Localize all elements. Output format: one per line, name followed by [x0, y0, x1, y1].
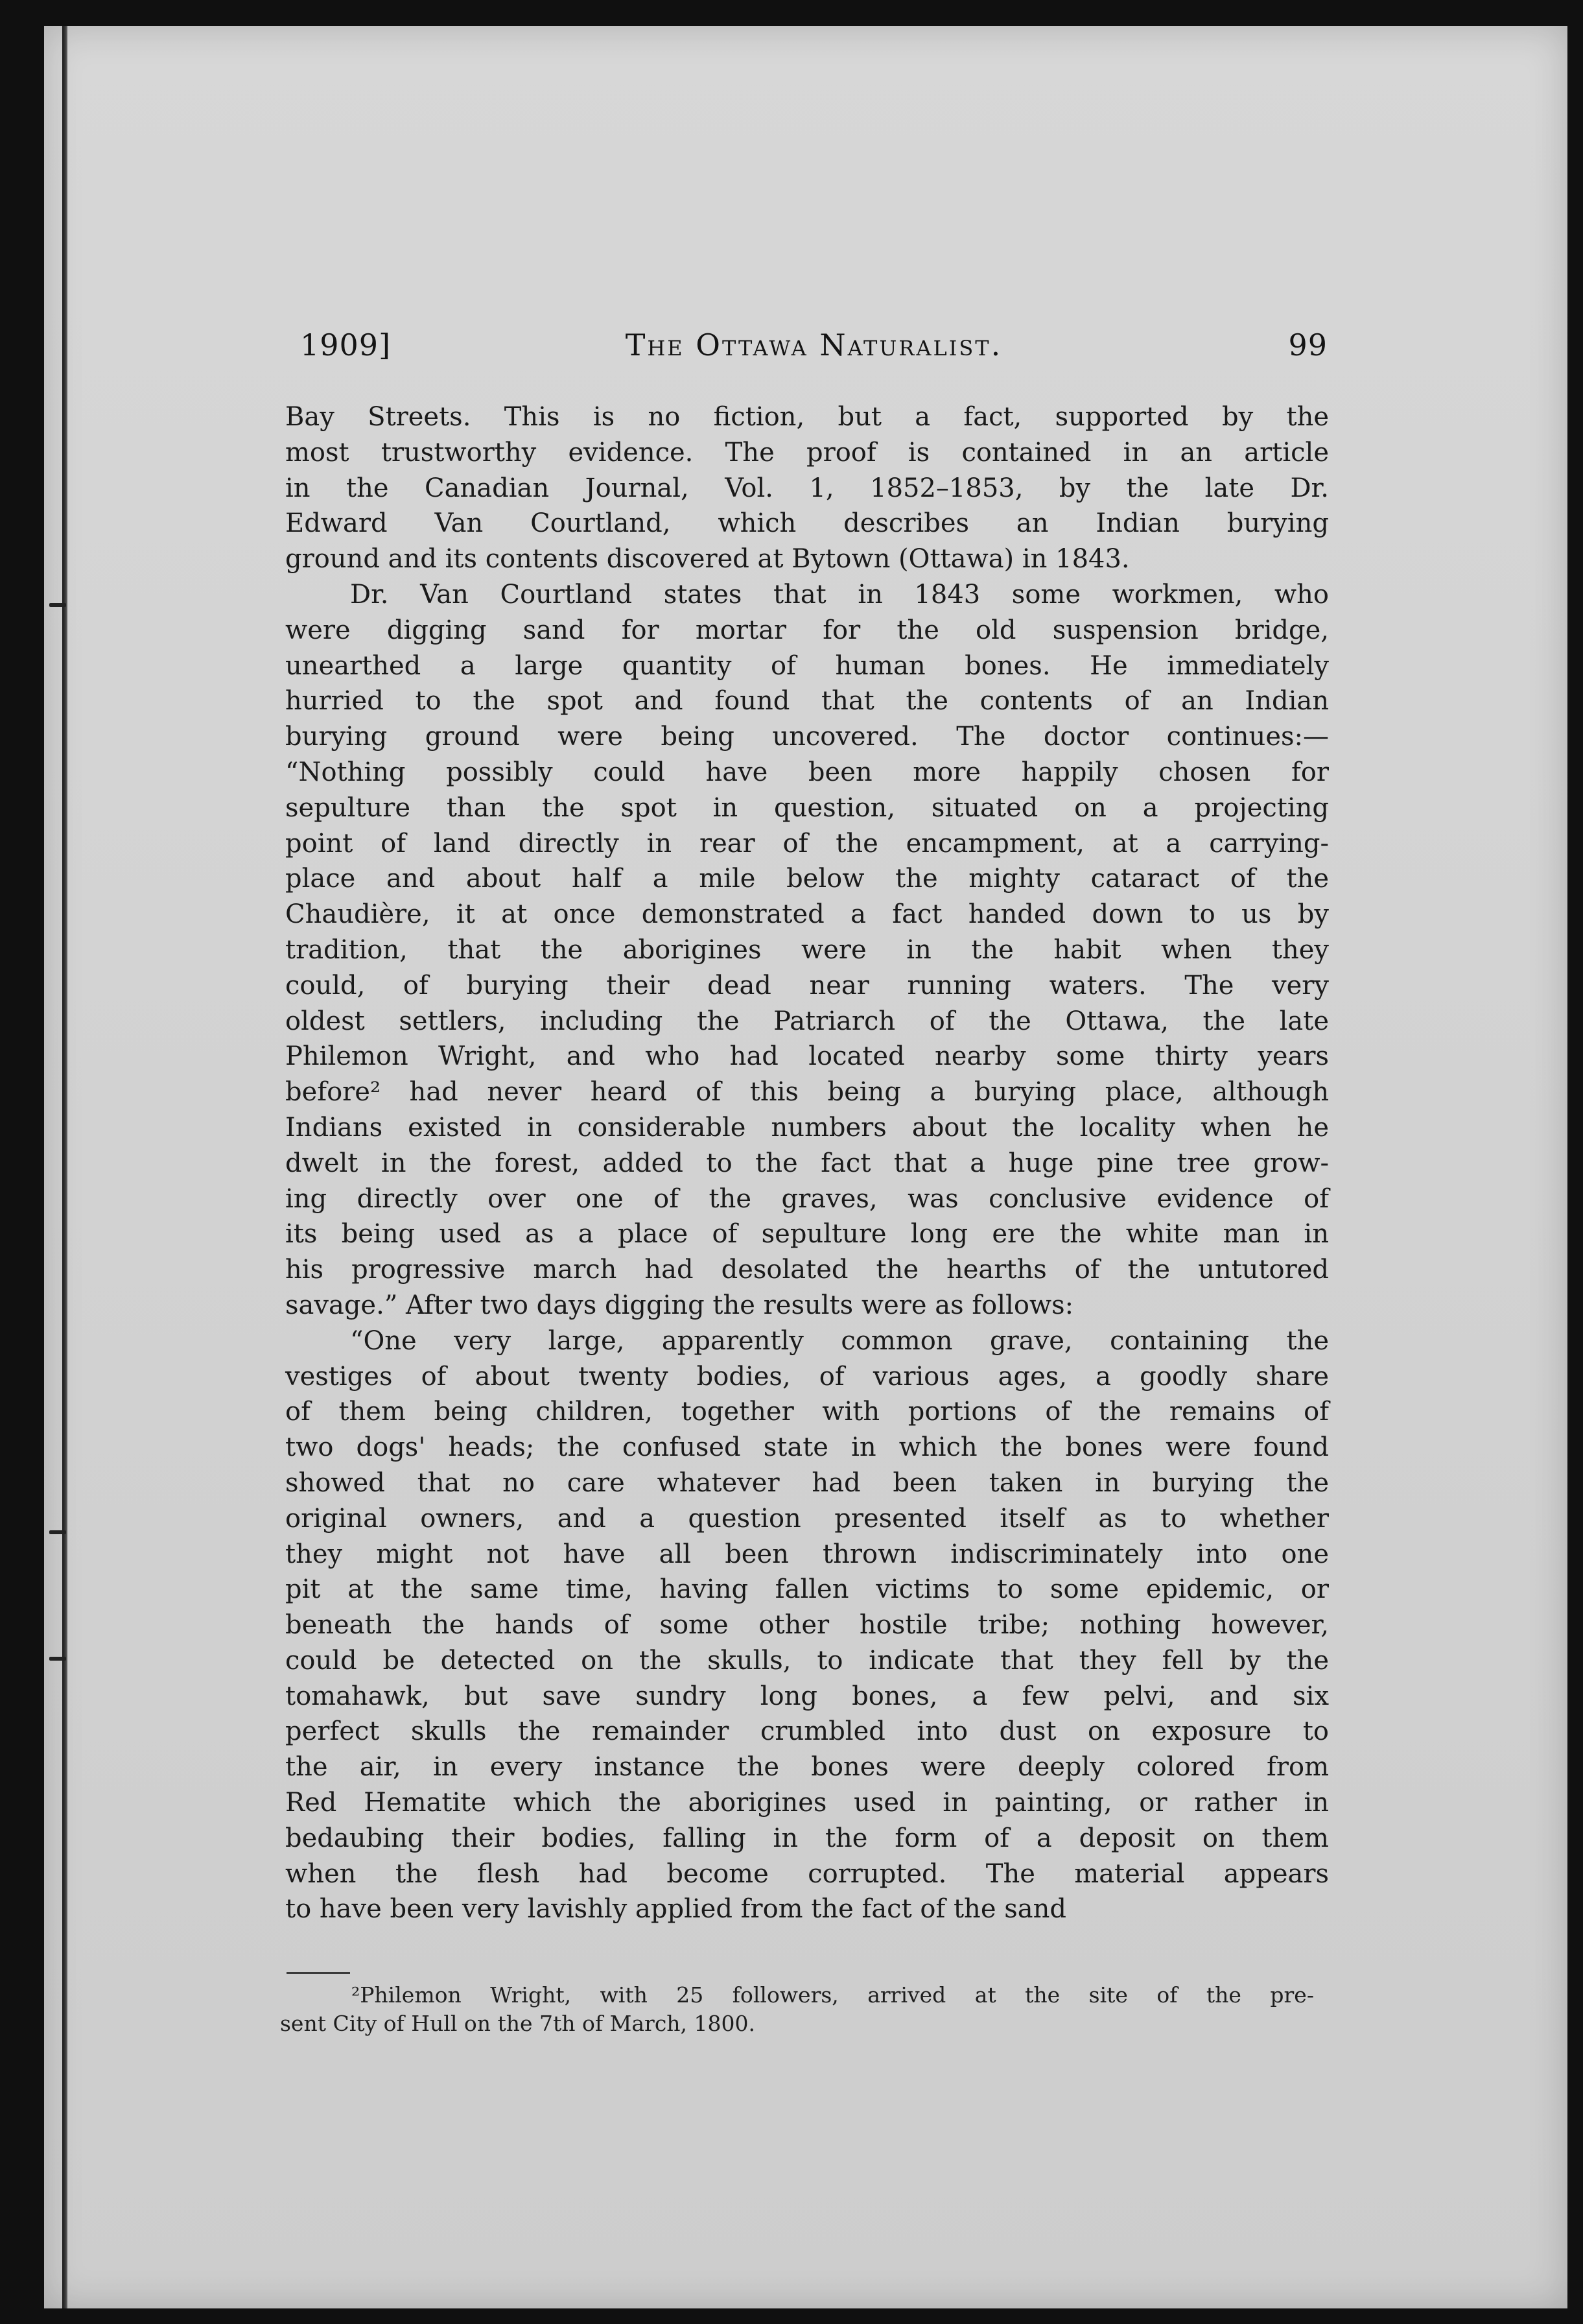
text-line: ground and its contents discovered at Bytown (Ottawa) in 1843.	[285, 544, 1130, 575]
text-line: showed that no care whatever had been taken in burying the	[285, 1467, 1329, 1498]
footnote-line: ²Philemon Wright, with 25 followers, arrived at the site of the pre-	[351, 1982, 1314, 2008]
text-line: Red Hematite which the aborigines used in painting, or rather in	[285, 1788, 1329, 1818]
text-line: the air, in every instance the bones were deeply colored from	[285, 1752, 1329, 1783]
header-year: 1909]	[300, 327, 392, 362]
text-line: oldest settlers, including the Patriarch of the Ottawa, the late	[285, 1006, 1329, 1036]
text-line: burying ground were being uncovered. The doctor continues:—	[285, 722, 1329, 752]
text-line: could be detected on the skulls, to indicate that they fell by the	[285, 1645, 1329, 1676]
running-head	[300, 327, 1328, 366]
text-line: savage.” After two days digging the results were as follows:	[285, 1290, 1074, 1320]
article-body	[285, 399, 1329, 1927]
text-line: tradition, that the aborigines were in the habit when they	[285, 934, 1329, 965]
text-line: place and about half a mile below the mighty cataract of the	[285, 864, 1329, 894]
footnote	[280, 1981, 1314, 2038]
text-line: Chaudière, it at once demonstrated a fact handed down to us by	[285, 899, 1329, 930]
text-line: to have been very lavishly applied from the fact of the sand	[285, 1894, 1066, 1925]
text-line: Philemon Wright, and who had located nearby some thirty years	[285, 1041, 1329, 1072]
text-line: most trustworthy evidence. The proof is contained in an article	[285, 437, 1329, 468]
text-line: could, of burying their dead near running waters. The very	[285, 970, 1329, 1001]
text-line: perfect skulls the remainder crumbled into dust on exposure to	[285, 1716, 1329, 1747]
text-line: sepulture than the spot in question, situated on a projecting	[285, 792, 1329, 823]
text-line: hurried to the spot and found that the contents of an Indian	[285, 686, 1329, 717]
footnote-line: sent City of Hull on the 7th of March, 1800.	[280, 2011, 756, 2036]
text-line: its being used as a place of sepulture long ere the white man in	[285, 1219, 1329, 1250]
text-line: original owners, and a question presented itself as to whether	[285, 1503, 1329, 1534]
text-line: of them being children, together with portions of the remains of	[285, 1397, 1329, 1427]
text-line: his progressive march had desolated the hearths of the untutored	[285, 1255, 1329, 1285]
text-line: tomahawk, but save sundry long bones, a few pelvi, and six	[285, 1681, 1329, 1711]
text-line: they might not have all been thrown indiscriminately into one	[285, 1539, 1329, 1569]
text-line: two dogs' heads; the confused state in which the bones were found	[285, 1432, 1329, 1463]
text-line: Dr. Van Courtland states that in 1843 some workmen, who	[350, 579, 1329, 610]
text-line: when the flesh had become corrupted. The material appears	[285, 1858, 1329, 1889]
text-line: ing directly over one of the graves, was conclusive evidence of	[285, 1183, 1329, 1214]
text-line: point of land directly in rear of the encampment, at a carrying-	[285, 828, 1329, 859]
text-line: before² had never heard of this being a burying place, although	[285, 1077, 1329, 1108]
journal-title: The Ottawa Naturalist.	[625, 327, 1003, 362]
text-line: vestiges of about twenty bodies, of various ages, a goodly share	[285, 1361, 1329, 1392]
text-line: “One very large, apparently common grave, containing the	[350, 1325, 1329, 1356]
footnote-rule	[287, 1972, 350, 1974]
text-line: unearthed a large quantity of human bones. He immediately	[285, 650, 1329, 681]
text-line: dwelt in the forest, added to the fact that a huge pine tree grow-	[285, 1148, 1329, 1178]
text-line: bedaubing their bodies, falling in the form of a deposit on them	[285, 1823, 1329, 1853]
binding-tick	[49, 1530, 66, 1534]
text-line: “Nothing possibly could have been more happily chosen for	[285, 757, 1329, 787]
text-line: Indians existed in considerable numbers about the locality when he	[285, 1112, 1329, 1143]
text-line: pit at the same time, having fallen victims to some epidemic, or	[285, 1574, 1329, 1605]
page-number: 99	[1288, 327, 1328, 362]
text-line: Bay Streets. This is no fiction, but a fact, supported by the	[285, 402, 1329, 432]
text-line: in the Canadian Journal, Vol. 1, 1852–1853, by the late Dr.	[285, 473, 1329, 503]
binding-tick	[49, 1657, 66, 1661]
text-line: were digging sand for mortar for the old suspension bridge,	[285, 615, 1329, 645]
binding-edge	[62, 26, 67, 2308]
binding-tick	[49, 603, 66, 607]
text-line: beneath the hands of some other hostile tribe; nothing however,	[285, 1610, 1329, 1641]
text-line: Edward Van Courtland, which describes an Indian burying	[285, 508, 1329, 539]
